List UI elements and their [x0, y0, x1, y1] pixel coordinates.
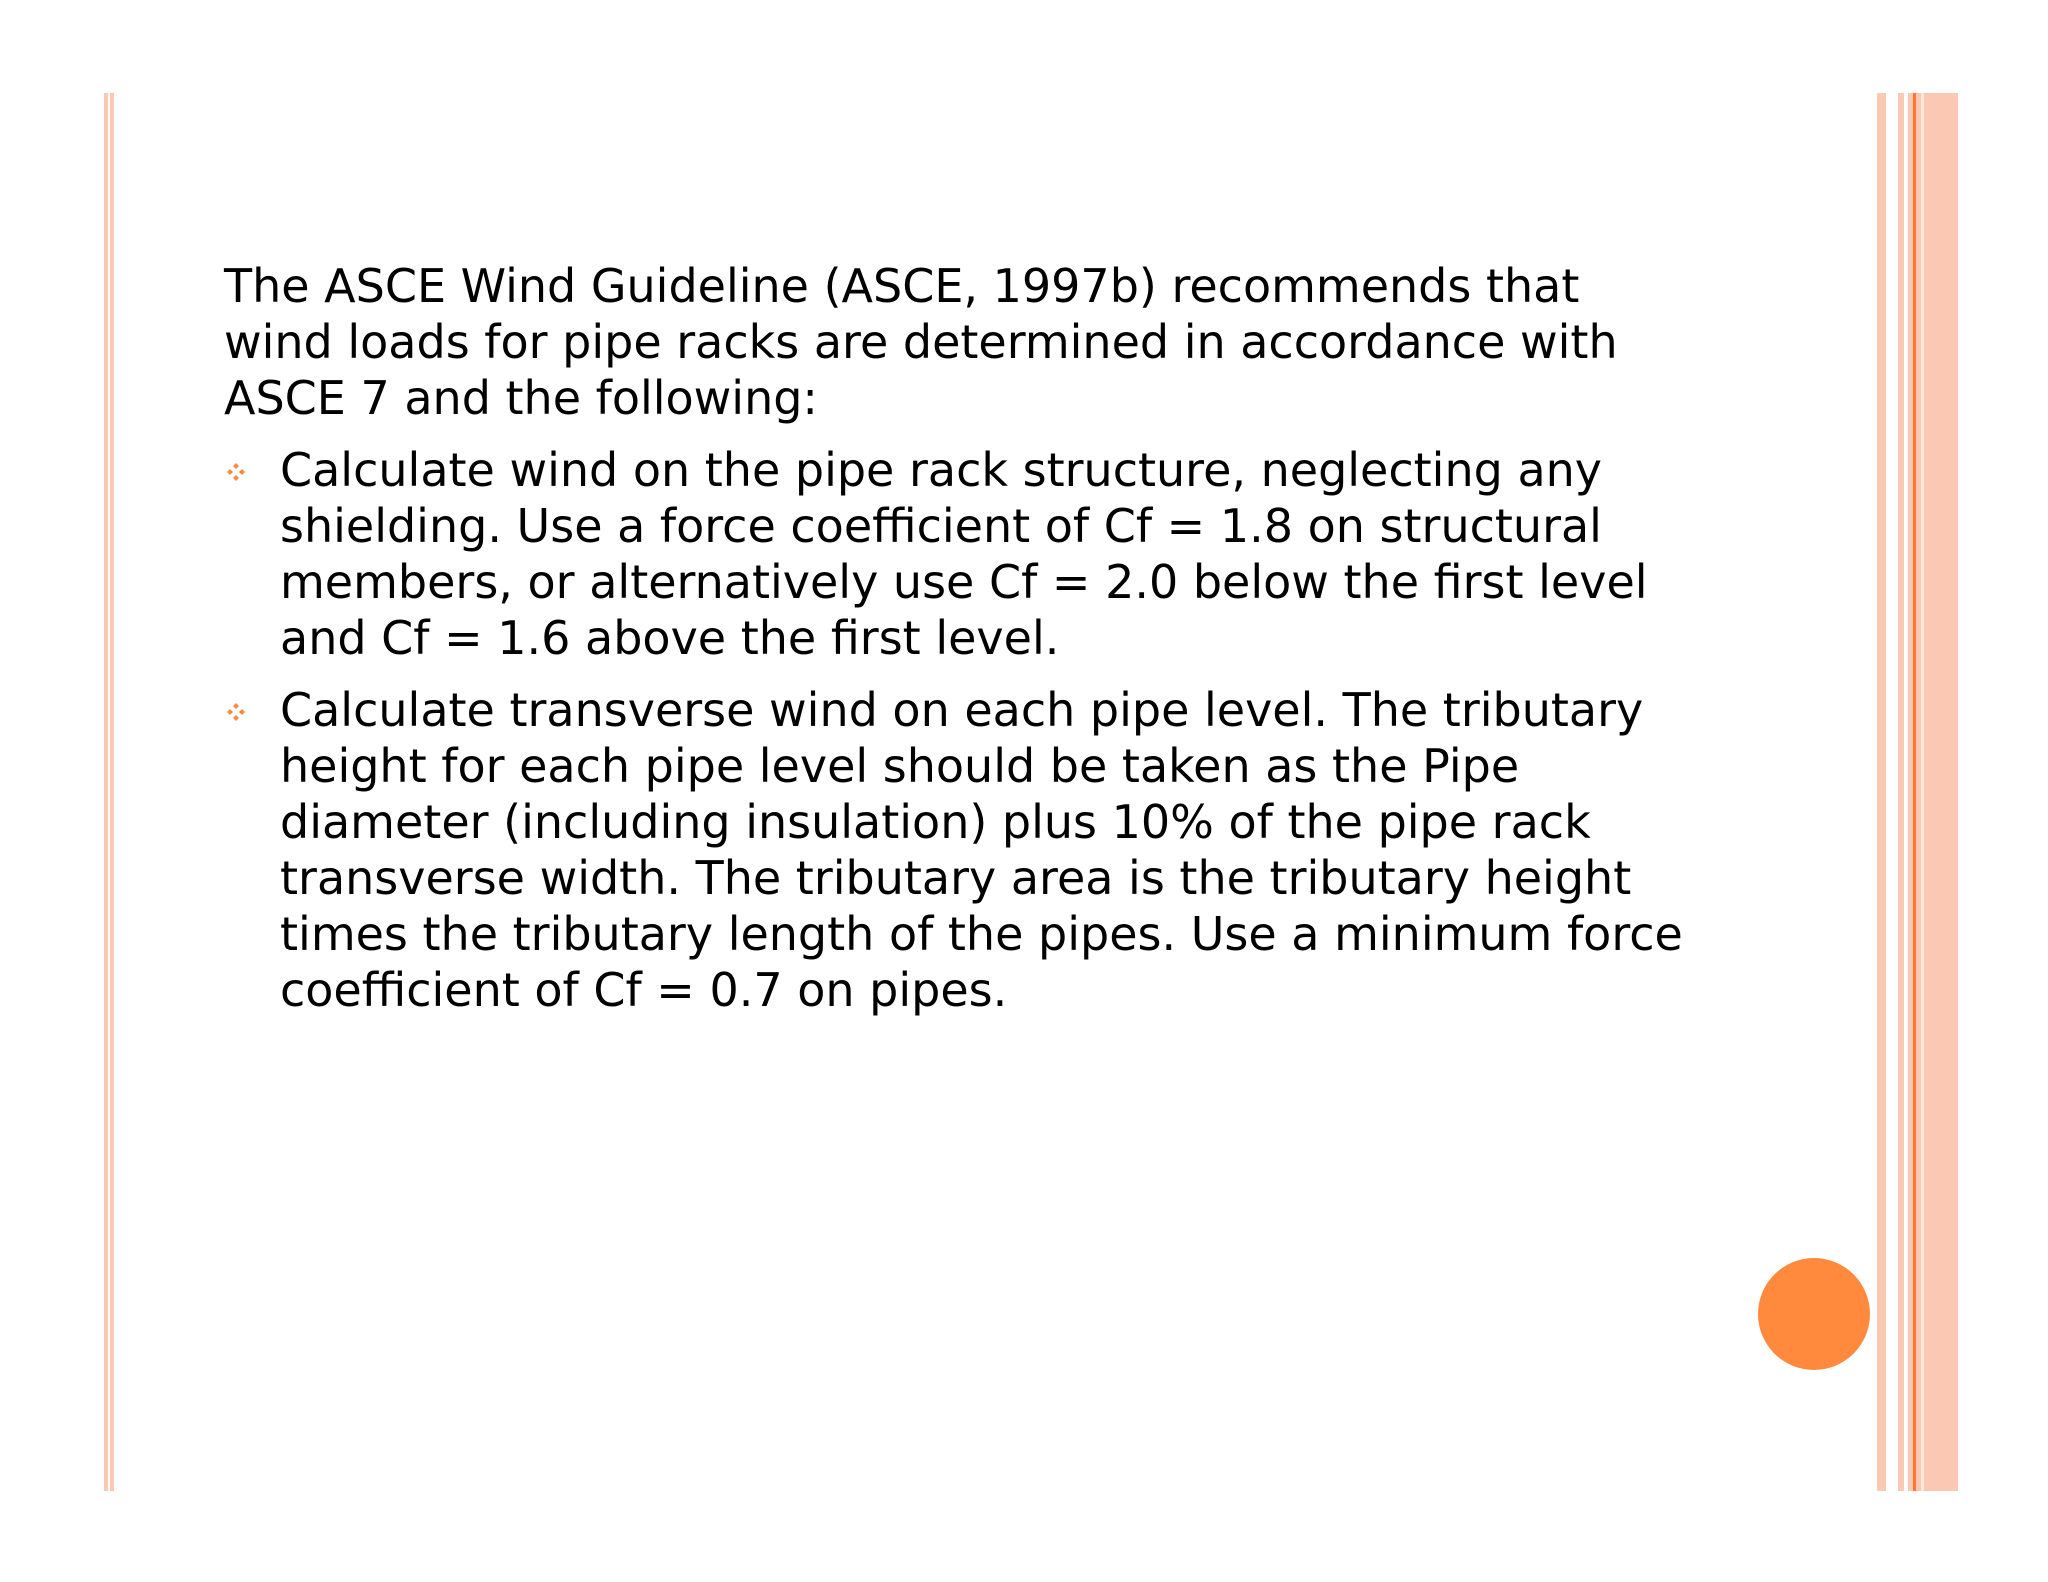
bullet-text: Calculate wind on the pipe rack structure, neglecting any shielding. Use a force coefficient of Cf = 1.8 on structural members, or alternatively use Cf = 2.0 below the first level and Cf = 1.6 above the first level. — [280, 443, 1648, 665]
slide-body — [224, 258, 1704, 1034]
left-border-stripe — [104, 93, 108, 1491]
right-border-line — [1913, 93, 1916, 1491]
intro-paragraph: The ASCE Wind Guideline (ASCE, 1997b) recommends that wind loads for pipe racks are determined in accordance with ASCE 7 and the following: — [224, 259, 1618, 425]
diamond-bullet-icon — [224, 460, 248, 484]
bullet-text: Calculate transverse wind on each pipe level. The tributary height for each pipe level should be taken as the Pipe diameter (including insulation) plus 10% of the pipe rack transverse width. The tributary area is the tributary height times the tributary length of the pipes. Use a minimum force coefficient of Cf = 0.7 on pipes. — [280, 683, 1683, 1017]
right-border-gap-2 — [1921, 93, 1924, 1491]
right-border-gap — [1904, 93, 1908, 1491]
left-border-stripe-inner — [110, 93, 114, 1491]
bullet-item — [224, 442, 1730, 666]
diamond-bullet-icon — [224, 700, 248, 724]
decorative-orange-circle — [1758, 1258, 1870, 1370]
right-border-stripe — [1877, 93, 1886, 1491]
bullet-item — [224, 682, 1720, 1018]
